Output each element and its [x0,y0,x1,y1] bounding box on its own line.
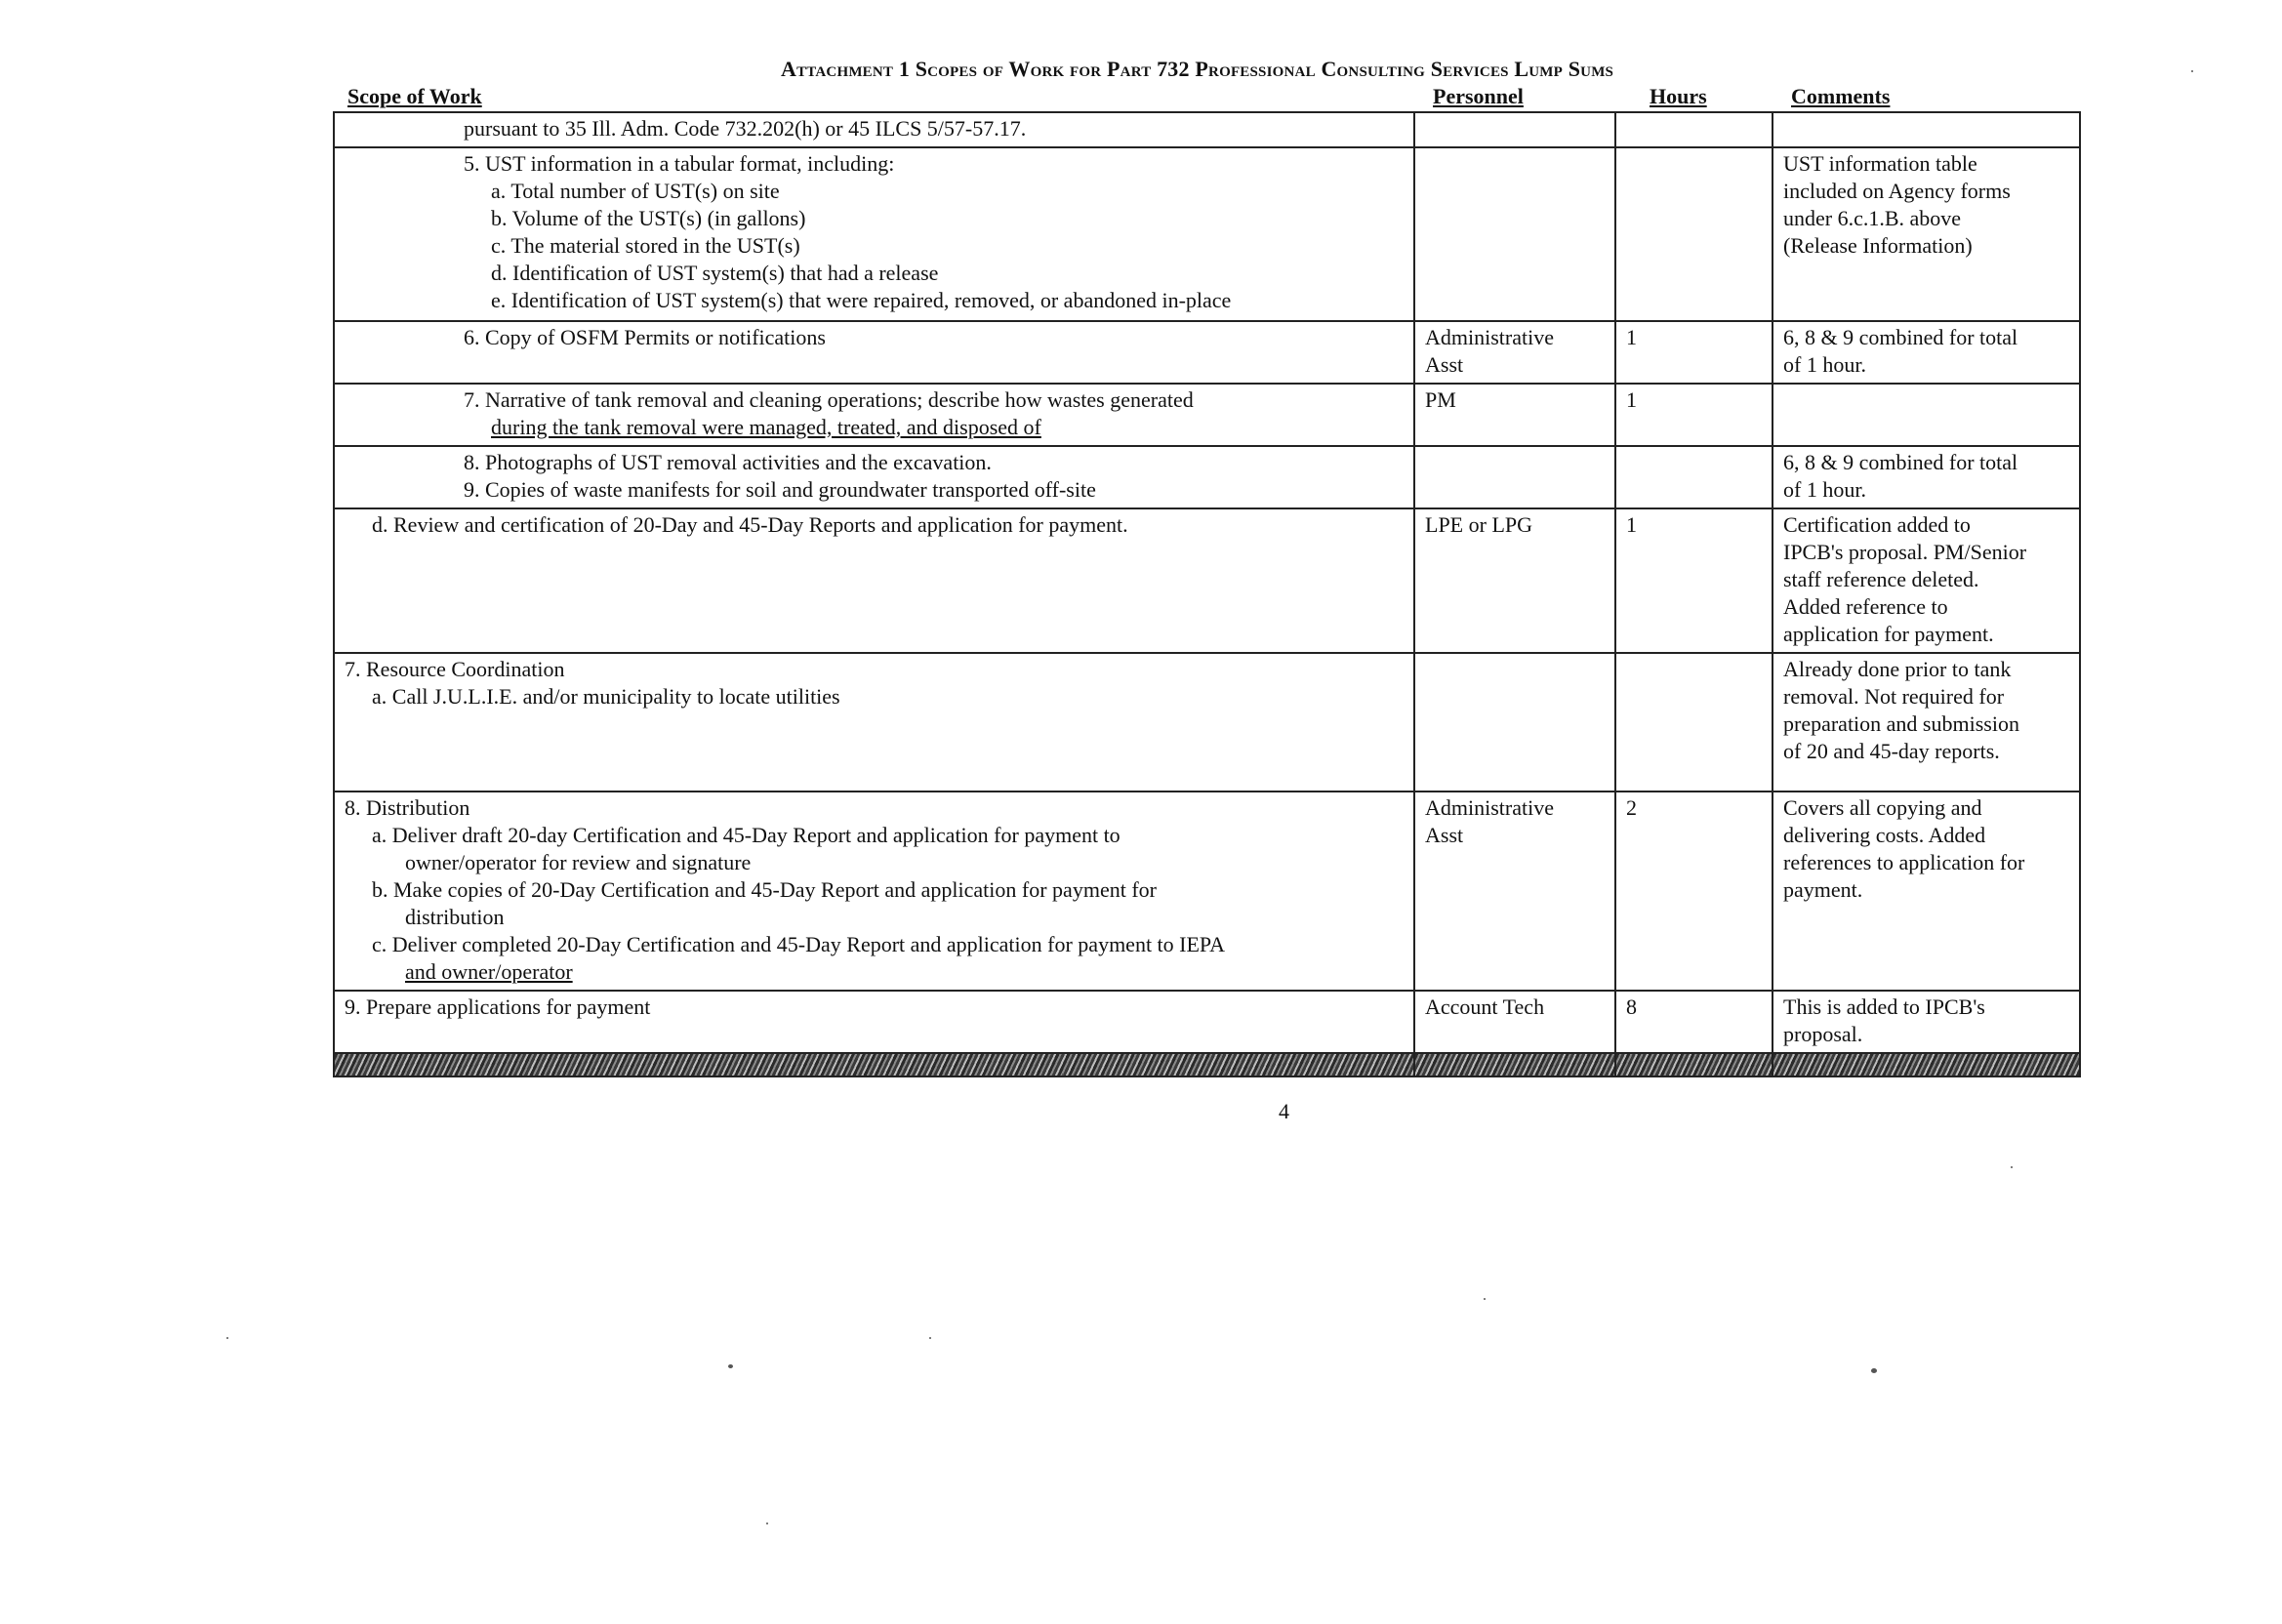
column-header-personnel: Personnel [1433,84,1524,108]
personnel-cell [1414,792,1615,991]
personnel-line: Asst [1425,352,1464,377]
hours-cell: 8 [1615,991,1773,1053]
comment-line: UST information table [1783,151,1977,176]
scan-speck [226,1337,228,1339]
comment-line: 6, 8 & 9 combined for total [1783,325,2018,349]
comment-line: 6, 8 & 9 combined for total [1783,450,2018,474]
comments-cell [1773,653,2080,792]
scope-cell [334,792,1414,991]
page-number: 4 [1279,1099,1289,1123]
scan-speck [1484,1298,1486,1300]
comments-cell [1773,446,2080,508]
comment-line: under 6.c.1.B. above [1783,206,1962,230]
personnel-cell [1414,991,1615,1053]
comment-line: included on Agency forms [1783,179,2011,203]
comment-line: removal. Not required for [1783,684,2005,709]
scan-noise-cell [1615,1053,1773,1076]
table-row [334,112,2080,147]
hours-cell: 2 [1615,792,1773,991]
personnel-cell [1414,508,1615,653]
scope-cell [334,112,1414,147]
document-title: Attachment 1 Scopes of Work for Part 732 Professional Consulting Services Lump Sums [781,57,1614,81]
personnel-cell [1414,112,1615,147]
comment-line: preparation and submission [1783,711,2019,736]
scope-line: d. Review and certification of 20-Day and 45-Day Reports and application for payment. [372,512,1128,537]
scope-line: owner/operator for review and signature [405,850,752,874]
hours-cell [1615,653,1773,792]
hours-cell: 1 [1615,384,1773,446]
comment-line: (Release Information) [1783,233,1973,258]
personnel-line: Administrative [1425,325,1554,349]
hours-cell: 1 [1615,508,1773,653]
scan-speck [1871,1368,1877,1373]
column-header-hours: Hours [1650,84,1707,108]
scope-line: e. Identification of UST system(s) that were repaired, removed, or abandoned in-place [491,288,1232,312]
scope-line: a. Call J.U.L.I.E. and/or municipality to locate utilities [372,684,840,709]
scope-line: and owner/operator [405,959,573,984]
scope-cell [334,508,1414,653]
table-row [334,446,2080,508]
scan-speck [1062,1074,1064,1076]
personnel-line: Account Tech [1425,995,1545,1019]
scan-noise-cell [334,1053,1414,1076]
comment-line: Certification added to [1783,512,1971,537]
scan-speck [728,1364,733,1368]
comment-line: This is added to IPCB's [1783,995,1985,1019]
scan-speck [929,1337,931,1339]
scope-line: a. Deliver draft 20-day Certification and 45-Day Report and application for payment to [372,823,1121,847]
comment-line: of 1 hour. [1783,477,1866,502]
scope-line: b. Volume of the UST(s) (in gallons) [491,206,806,230]
comments-cell [1773,792,2080,991]
comment-line: references to application for [1783,850,2025,874]
comments-cell [1773,508,2080,653]
table-row [334,147,2080,321]
personnel-line: LPE or LPG [1425,512,1532,537]
column-header-comments: Comments [1791,84,1891,108]
scope-cell [334,147,1414,321]
comment-line: staff reference deleted. [1783,567,1979,591]
comment-line: delivering costs. Added [1783,823,1986,847]
scope-line: d. Identification of UST system(s) that had a release [491,261,939,285]
scope-cell [334,446,1414,508]
comment-line: IPCB's proposal. PM/Senior [1783,540,2027,564]
scan-speck [2011,1166,2013,1168]
scope-line: c. Deliver completed 20-Day Certification and 45-Day Report and application for payment to IEPA [372,932,1226,956]
comment-line: Added reference to [1783,594,1948,619]
comment-line: of 20 and 45-day reports. [1783,739,2000,763]
comment-line: payment. [1783,877,1863,902]
table-row [334,792,2080,991]
comment-line: proposal. [1783,1022,1863,1046]
comment-line: Already done prior to tank [1783,657,2012,681]
scope-line: a. Total number of UST(s) on site [491,179,780,203]
personnel-cell [1414,446,1615,508]
scope-line: 7. Resource Coordination [345,657,565,681]
scan-noise-band [334,1053,2080,1076]
scope-cell [334,384,1414,446]
scope-cell [334,653,1414,792]
hours-cell [1615,147,1773,321]
table-row [334,321,2080,384]
scope-of-work-table [333,111,2081,1077]
hours-cell [1615,446,1773,508]
column-header-scope: Scope of Work [347,84,482,108]
scope-line: pursuant to 35 Ill. Adm. Code 732.202(h) or 45 ILCS 5/57-57.17. [464,116,1027,141]
personnel-line: PM [1425,387,1456,412]
table-row [334,991,2080,1053]
scope-line: 8. Distribution [345,795,470,820]
scope-line: during the tank removal were managed, treated, and disposed of [491,415,1041,439]
comments-cell [1773,321,2080,384]
personnel-cell [1414,321,1615,384]
scan-noise-cell [1414,1053,1615,1076]
comment-line: application for payment. [1783,622,1994,646]
table-row [334,508,2080,653]
table-row [334,384,2080,446]
scope-line: 9. Prepare applications for payment [345,995,651,1019]
personnel-cell [1414,147,1615,321]
personnel-line: Asst [1425,823,1464,847]
scope-line: 9. Copies of waste manifests for soil and groundwater transported off-site [464,477,1096,502]
scope-line: 5. UST information in a tabular format, including: [464,151,895,176]
scope-line: b. Make copies of 20-Day Certification and 45-Day Report and application for payment for [372,877,1157,902]
scan-speck [2191,70,2193,72]
scope-line: 8. Photographs of UST removal activities and the excavation. [464,450,992,474]
scan-noise-cell [1773,1053,2080,1076]
personnel-cell [1414,384,1615,446]
comments-cell [1773,991,2080,1053]
scope-line: 7. Narrative of tank removal and cleaning operations; describe how wastes generated [464,387,1194,412]
comment-line: of 1 hour. [1783,352,1866,377]
personnel-line: Administrative [1425,795,1554,820]
scope-line: c. The material stored in the UST(s) [491,233,800,258]
scope-line: 6. Copy of OSFM Permits or notifications [464,325,826,349]
scope-cell [334,991,1414,1053]
hours-cell: 1 [1615,321,1773,384]
table-row [334,653,2080,792]
scope-line: distribution [405,905,505,929]
comment-line: Covers all copying and [1783,795,1982,820]
comments-cell [1773,384,2080,446]
hours-cell [1615,112,1773,147]
comments-cell [1773,147,2080,321]
comments-cell [1773,112,2080,147]
scope-cell [334,321,1414,384]
personnel-cell [1414,653,1615,792]
scan-speck [766,1522,768,1524]
